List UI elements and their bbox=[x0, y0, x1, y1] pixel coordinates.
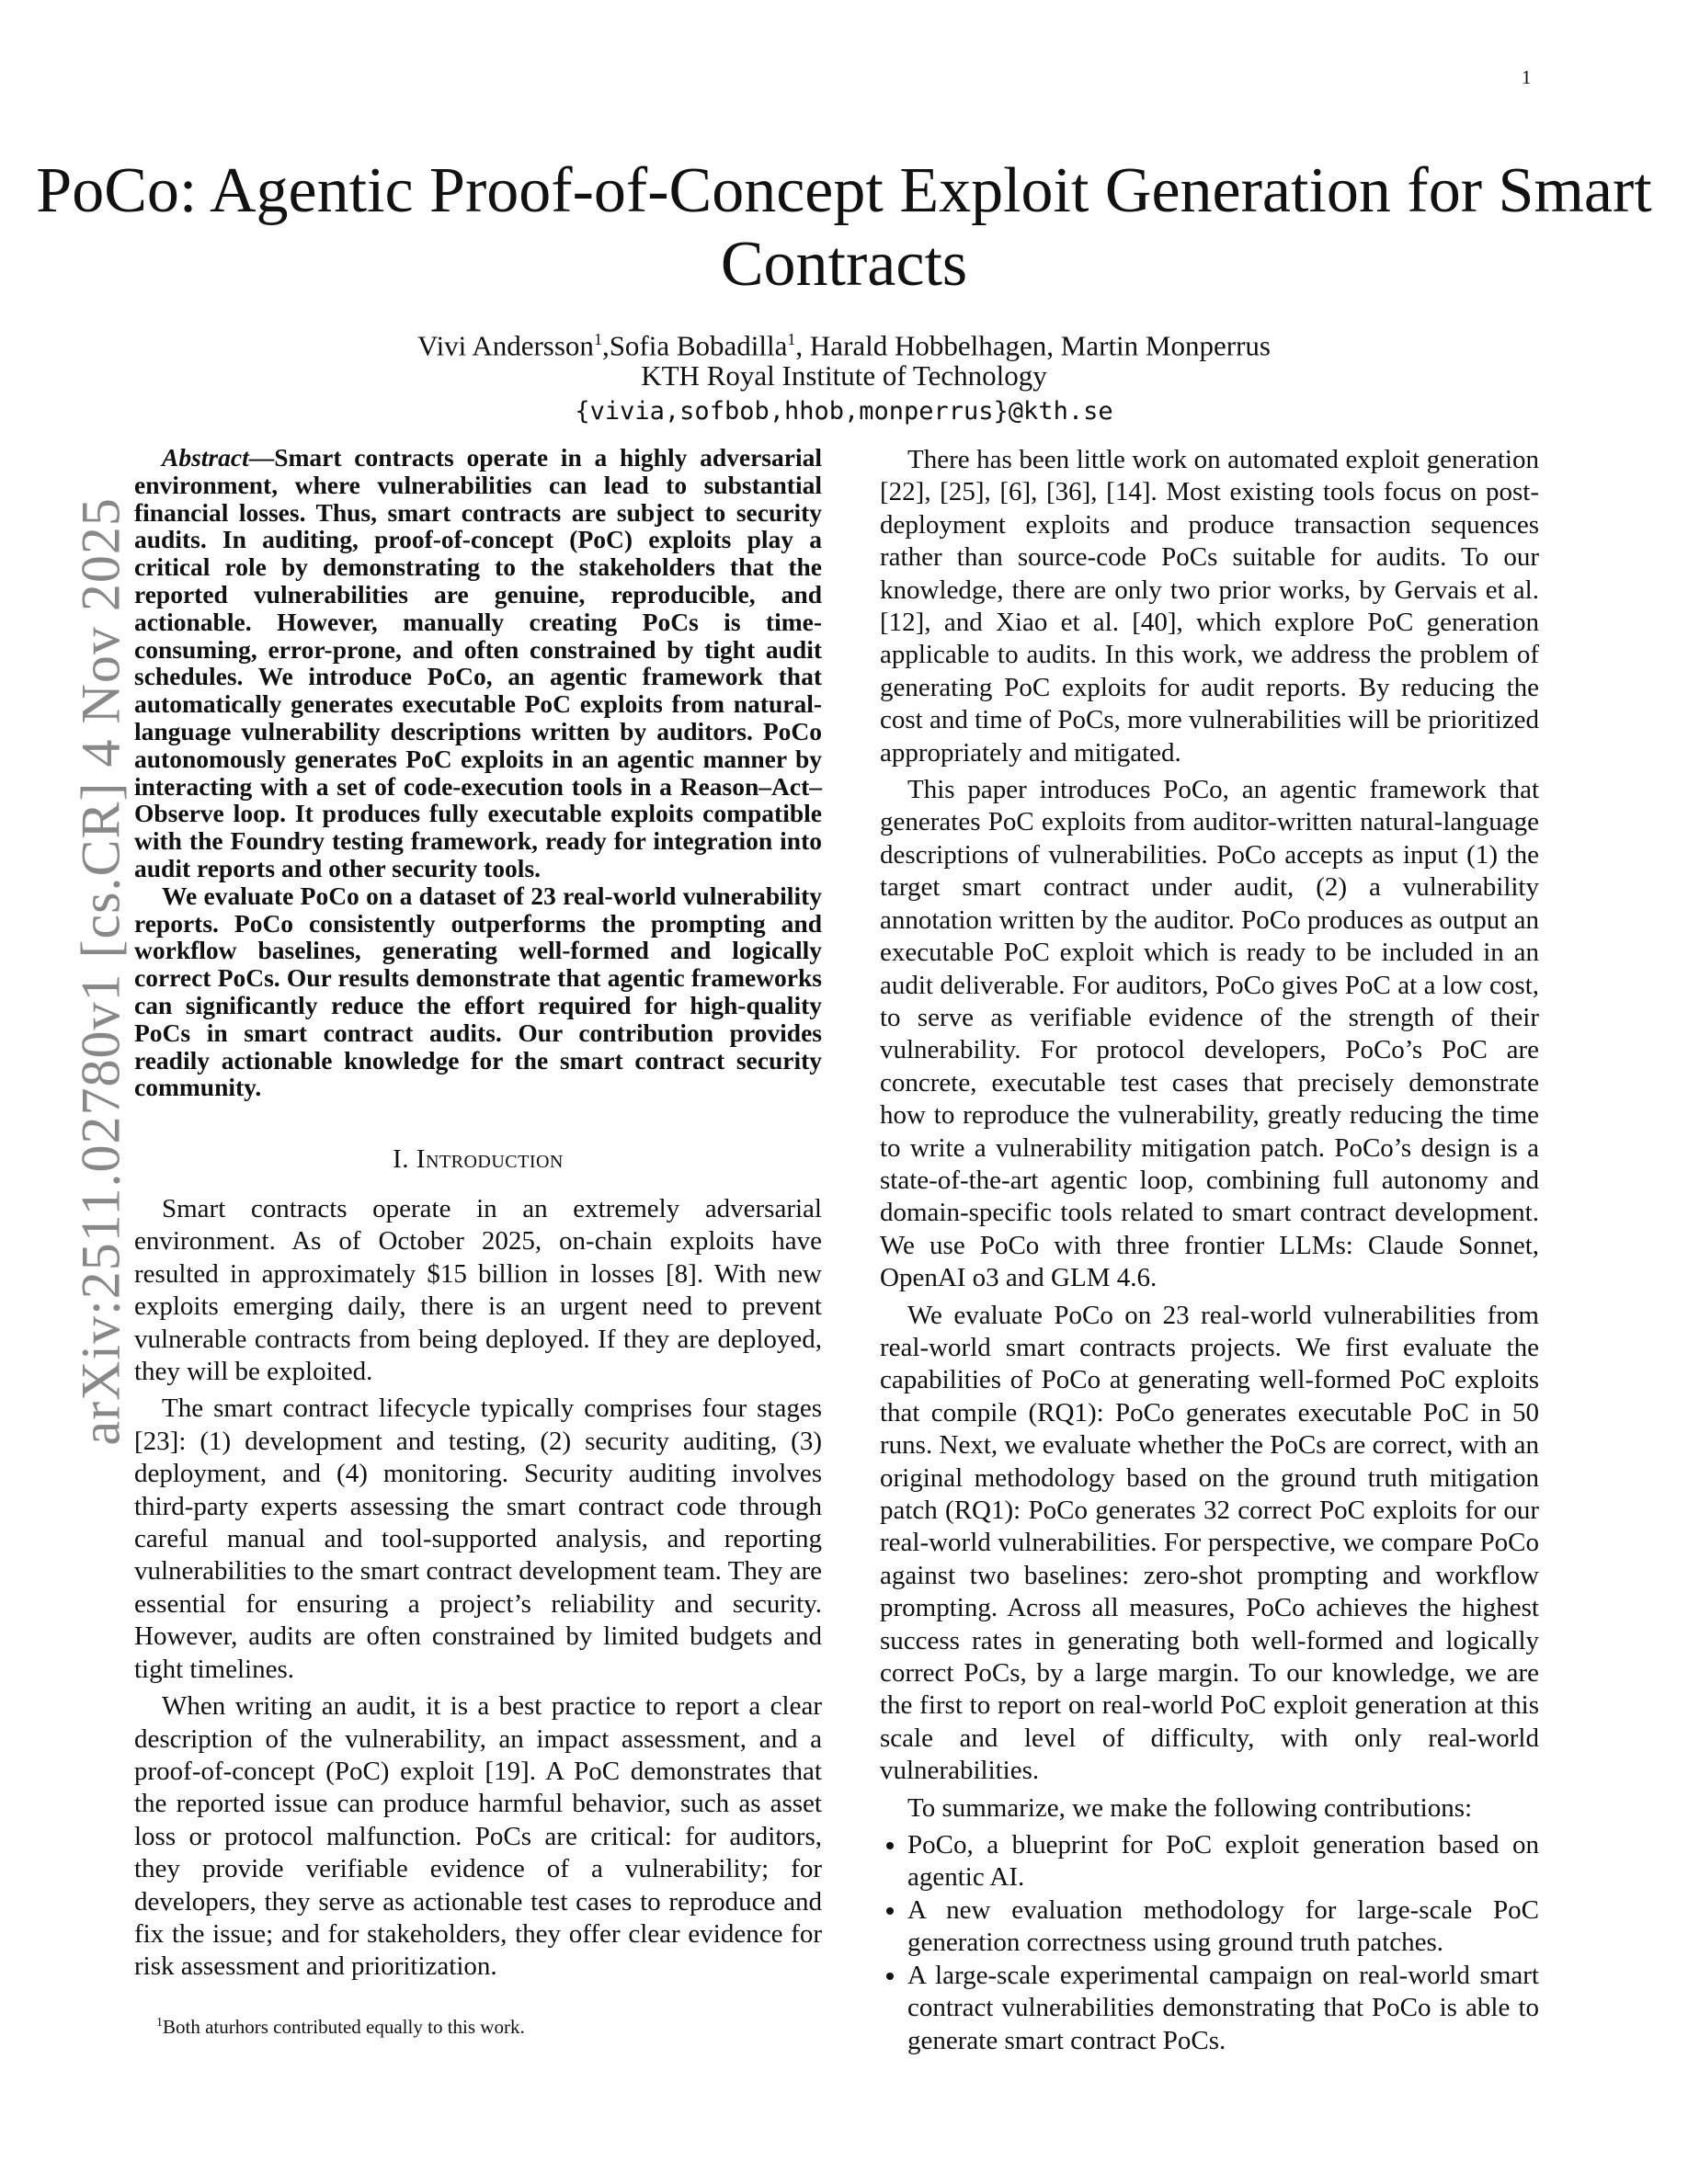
affiliation: KTH Royal Institute of Technology bbox=[641, 359, 1047, 392]
body-paragraph: There has been little work on automated exploit generation [22], [25], [6], [36], [14]. Most existing tools focus on post-deployment exploits and produce transaction sequences rather than source-code PoCs suitable for audits. To our knowledge, there are only two prior works, by Gervais et al. [12], and Xiao et al. [40], which explore PoC generation applicable to audits. In this work, we address the problem of generating PoC exploits for audit reports. By reducing the cost and time of PoCs, more vulnerabilities will be prioritized appropriately and mitigated. bbox=[880, 445, 1539, 768]
body-paragraph: To summarize, we make the following contributions: bbox=[907, 1792, 1473, 1823]
author-email: {vivia,sofbob,hhob,monperrus}@kth.se bbox=[575, 397, 1113, 426]
body-paragraph: This paper introduces PoCo, an agentic framework that generates PoC exploits from auditor-written natural-language descriptions of vulnerabilities. PoCo accepts as input (1) the target smart contract under audit, (2) a vulnerability annotation written by the auditor. PoCo produces as output an executable PoC exploit which is ready to be included in an audit deliverable. For auditors, PoCo gives PoC at a low cost, to serve as verifiable evidence of the strength of their vulnerability. For protocol developers, PoCo’s PoC are concrete, executable test cases that precisely demonstrate how to reproduce the vulnerability, greatly reducing the time to write a vulnerability mitigation patch. PoCo’s design is a state-of-the-art agentic loop, combining full autonomy and domain-specific tools related to smart contract development. We use PoCo with three frontier LLMs: Claude Sonnet, OpenAI o3 and GLM 4.6. bbox=[880, 775, 1539, 1293]
author-name: Harald Hobbelhagen bbox=[809, 329, 1047, 362]
author-name: Sofia Bobadilla bbox=[609, 329, 788, 362]
body-paragraph: The smart contract lifecycle typically comprises four stages [23]: (1) development and testing, (2) security auditing, (3) deployment, and (4) monitoring. Security auditing involves third-party experts assessing the smart contract code through careful manual and tool-supported analysis, and reporting vulnerabilities to the smart contract development team. They are essential for ensuring a project’s reliability and security. However, audits are often constrained by limited budgets and tight timelines. bbox=[134, 1393, 822, 1684]
abstract-text: —Smart contracts operate in a highly adversarial environment, where vulnerabilities can lead to substantial financial losses. Thus, smart contracts are subject to security audits. In auditing, proof-of-concept (PoC) exploits play a critical role by demonstrating to the stakeholders that the reported vulnerabilities are genuine, reproducible, and actionable. However, manually creating PoCs is time-consuming, error-prone, and often constrained by tight audit schedules. We introduce PoCo, an agentic framework that automatically generates executable PoC exploits from natural-language vulnerability descriptions written by auditors. PoCo autonomously generates PoC exploits in an agentic manner by interacting with a set of code-execution tools in a Reason–Act–Observe loop. It produces fully executable exploits compatible with the Foundry testing framework, ready for integration into audit reports and other security tools. bbox=[134, 443, 822, 882]
contribution-item: • PoCo, a blueprint for PoC exploit generation based on agentic AI. bbox=[907, 1829, 1539, 1894]
contributions-list bbox=[880, 1829, 1539, 2057]
footnote bbox=[156, 2016, 525, 2039]
author-list: Vivi Andersson$^1$,Sofia Bobadilla$^1$, Harald Hobbelhagen, Martin Monperrus bbox=[417, 329, 1271, 362]
abstract bbox=[134, 444, 822, 1101]
arxiv-stamp: arXiv:2511.02780v1 [cs.CR] 4 Nov 2025 bbox=[70, 497, 131, 1446]
abstract-paragraph bbox=[134, 444, 822, 882]
author-mark: 1 bbox=[593, 330, 602, 348]
body-paragraph: We evaluate PoCo on 23 real-world vulnerabilities from real-world smart contracts projects. We first evaluate the capabilities of PoCo at generating well-formed PoC exploits that compile (RQ1): PoCo generates executable PoC in 50 runs. Next, we evaluate whether the PoCs are correct, with an original methodology based on the ground truth mitigation patch (RQ1): PoCo generates 32 correct PoC exploits for our real-world vulnerabilities. For perspective, we compare PoCo against two baselines: zero-shot prompting and workflow prompting. Across all measures, PoCo achieves the highest success rates in generating both well-formed and logically correct PoCs, by a large margin. To our knowledge, we are the first to report on real-world PoC exploit generation at this scale and level of difficulty, with only real-world vulnerabilities. bbox=[880, 1300, 1539, 1786]
author-name: Vivi Andersson bbox=[417, 329, 594, 362]
abstract-label: Abstract bbox=[162, 443, 249, 472]
section-heading: I. Introduction bbox=[393, 1144, 564, 1174]
contribution-item: • A new evaluation methodology for large-scale PoC generation correctness using ground truth patches. bbox=[907, 1894, 1539, 1960]
footnote-text: Both aturhors contributed equally to this work. bbox=[163, 2016, 525, 2038]
left-column bbox=[134, 1193, 822, 1988]
paper-title: PoCo: Agentic Proof-of-Concept Exploit Generation for Smart Contracts bbox=[36, 155, 1652, 300]
page-number: 1 bbox=[1522, 66, 1532, 88]
body-paragraph: When writing an audit, it is a best practice to report a clear description of the vulnerability, an impact assessment, and a proof-of-concept (PoC) exploit [19]. A PoC demonstrates that the reported issue can produce harmful behavior, such as asset loss or protocol malfunction. PoCs are critical: for auditors, they provide verifiable evidence of a vulnerability; for developers, they serve as actionable test cases to reproduce and fix the issue; and for stakeholders, they offer clear evidence for risk assessment and prioritization. bbox=[134, 1691, 822, 1982]
footnote-mark: 1 bbox=[156, 2016, 163, 2030]
body-paragraph: Smart contracts operate in an extremely adversarial environment. As of October 2025, on-chain exploits have resulted in approximately $15 billion in losses [8]. With new exploits emerging daily, there is an urgent need to prevent vulnerable contracts from being deployed. If they are deployed, they will be exploited. bbox=[134, 1194, 822, 1387]
contribution-item: • A large-scale experimental campaign on real-world smart contract vulnerabilities demonstrating that PoCo is able to generate smart contract PoCs. bbox=[907, 1960, 1539, 2057]
abstract-paragraph: We evaluate PoCo on a dataset of 23 real-world vulnerability reports. PoCo consistently outperforms the prompting and workflow baselines, generating well-formed and logically correct PoCs. Our results demonstrate that agentic frameworks can significantly reduce the effort required for high-quality PoCs in smart contract audits. Our contribution provides readily actionable knowledge for the smart contract security community. bbox=[134, 881, 822, 1102]
author-mark: 1 bbox=[787, 330, 796, 348]
author-name: Martin Monperrus bbox=[1060, 329, 1271, 362]
right-column bbox=[880, 444, 1539, 2057]
